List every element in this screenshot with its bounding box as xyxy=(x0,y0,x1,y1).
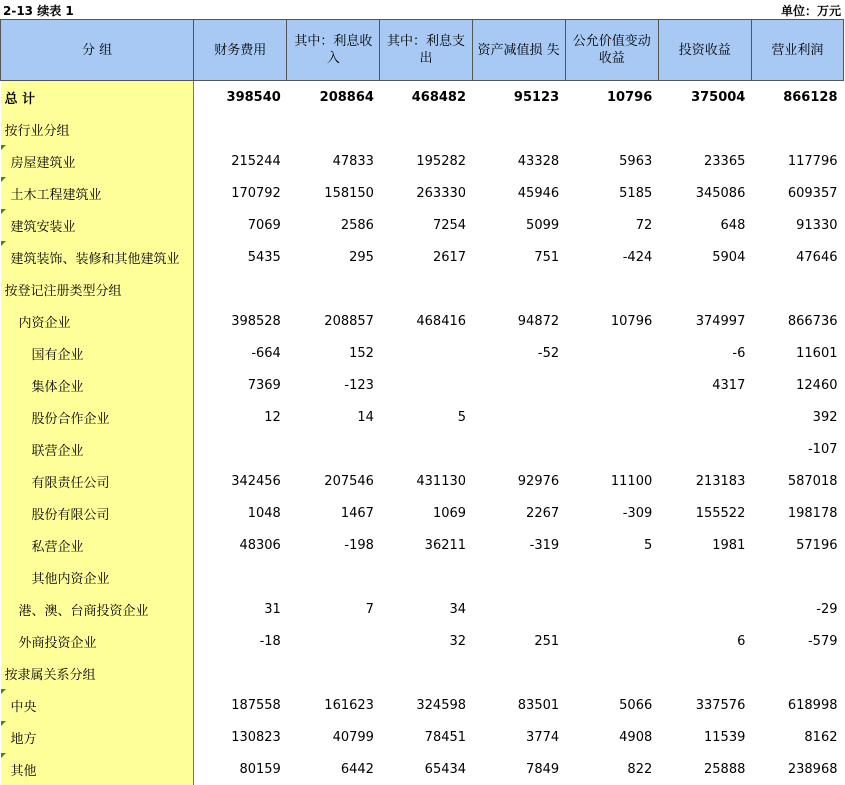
row-category-cell xyxy=(1,753,194,785)
value-cell: 47833 xyxy=(332,153,374,169)
column-header-impairment-loss: 资产减值损 失 xyxy=(472,20,565,81)
value-cell xyxy=(658,561,751,593)
row-label: 地方 xyxy=(10,731,37,747)
row-category-cell xyxy=(1,145,194,177)
row-label: 土木工程建筑业 xyxy=(10,187,102,203)
value-cell xyxy=(287,625,380,657)
row-label: 联营企业 xyxy=(31,443,84,459)
value-cell xyxy=(194,113,287,145)
value-cell xyxy=(287,273,380,305)
value-cell: 208864 xyxy=(319,89,374,105)
row-category-cell xyxy=(1,657,194,689)
value-cell: -319 xyxy=(529,537,560,553)
table-row xyxy=(1,721,844,753)
table-title: 2-13 续表 1 xyxy=(3,4,74,18)
value-cell: 32 xyxy=(449,633,467,649)
row-label: 其他内资企业 xyxy=(31,571,110,587)
row-label: 建筑安装业 xyxy=(10,219,76,235)
value-cell: 609357 xyxy=(787,185,838,201)
value-cell: -29 xyxy=(816,601,838,617)
value-cell: -6 xyxy=(732,345,746,361)
value-cell: 215244 xyxy=(231,153,281,169)
row-category-cell xyxy=(1,337,194,369)
column-header-finance-cost: 财务费用 xyxy=(194,20,287,81)
row-label: 集体企业 xyxy=(31,379,84,395)
row-category-cell xyxy=(1,273,194,305)
value-cell xyxy=(380,369,472,401)
value-cell: 94872 xyxy=(517,313,560,329)
value-cell xyxy=(658,657,751,689)
table-title-bar xyxy=(0,0,845,19)
value-cell: 83501 xyxy=(517,697,560,713)
value-cell: 40799 xyxy=(332,729,374,745)
row-label: 有限责任公司 xyxy=(31,475,110,491)
value-cell: -107 xyxy=(807,441,838,457)
column-header-fair-value-change: 公允价值变动收益 xyxy=(565,20,658,81)
table-row xyxy=(1,369,844,401)
value-cell: 45946 xyxy=(517,185,560,201)
table-row xyxy=(1,657,844,689)
row-category-cell xyxy=(1,721,194,753)
value-cell: 587018 xyxy=(787,473,838,489)
value-cell xyxy=(565,561,658,593)
value-cell: 5904 xyxy=(712,249,746,265)
cell-marker-icon xyxy=(1,209,6,214)
value-cell xyxy=(565,625,658,657)
value-cell xyxy=(380,657,472,689)
table-row xyxy=(1,497,844,529)
value-cell: 23365 xyxy=(704,153,746,169)
unit-label: 单位：万元 xyxy=(780,4,841,18)
value-cell xyxy=(287,113,380,145)
value-cell xyxy=(751,657,843,689)
table-row xyxy=(1,465,844,497)
row-category-cell xyxy=(1,369,194,401)
value-cell xyxy=(658,433,751,465)
table-row xyxy=(1,145,844,177)
value-cell: 12460 xyxy=(796,377,838,393)
value-cell: 95123 xyxy=(513,89,560,105)
value-cell: 2586 xyxy=(340,217,374,233)
column-header-investment-income: 投资收益 xyxy=(658,20,751,81)
value-cell: 11100 xyxy=(610,473,653,489)
table-row xyxy=(1,305,844,337)
data-table xyxy=(0,19,844,785)
value-cell xyxy=(565,369,658,401)
value-cell: 57196 xyxy=(796,537,838,553)
value-cell: 431130 xyxy=(416,473,467,489)
row-category-cell xyxy=(1,81,194,114)
value-cell xyxy=(380,273,472,305)
value-cell: -123 xyxy=(344,377,374,393)
value-cell: 208857 xyxy=(324,313,374,329)
value-cell: 152 xyxy=(349,345,374,361)
cell-marker-icon xyxy=(1,753,6,758)
value-cell: 65434 xyxy=(424,761,467,777)
row-category-cell xyxy=(1,465,194,497)
value-cell: 342456 xyxy=(231,473,281,489)
row-category-cell xyxy=(1,689,194,721)
row-category-cell xyxy=(1,593,194,625)
row-label: 股份有限公司 xyxy=(31,507,110,523)
value-cell: 751 xyxy=(534,249,560,265)
value-cell: 47646 xyxy=(796,249,838,265)
value-cell: 468482 xyxy=(411,89,467,105)
value-cell: -424 xyxy=(622,249,653,265)
table-row xyxy=(1,273,844,305)
value-cell: 1048 xyxy=(247,505,281,521)
value-cell: -579 xyxy=(807,633,838,649)
value-cell xyxy=(472,273,565,305)
table-row xyxy=(1,753,844,785)
value-cell: 4908 xyxy=(619,729,653,745)
value-cell xyxy=(658,113,751,145)
value-cell: 468416 xyxy=(416,313,467,329)
value-cell: 72 xyxy=(635,217,653,233)
table-row xyxy=(1,433,844,465)
row-category-cell xyxy=(1,305,194,337)
row-category-cell xyxy=(1,209,194,241)
value-cell: 34 xyxy=(449,601,467,617)
value-cell xyxy=(194,561,287,593)
value-cell: 866128 xyxy=(783,89,838,105)
row-label: 其他 xyxy=(10,763,37,779)
value-cell xyxy=(565,113,658,145)
table-row xyxy=(1,113,844,145)
value-cell: 155522 xyxy=(695,505,746,521)
row-label: 港、澳、台商投资企业 xyxy=(18,603,149,619)
value-cell: 25888 xyxy=(704,761,746,777)
table-row xyxy=(1,561,844,593)
row-label: 私营企业 xyxy=(31,539,84,555)
value-cell: 5 xyxy=(457,409,467,425)
value-cell: 198178 xyxy=(787,505,838,521)
value-cell: 5185 xyxy=(619,185,653,201)
value-cell xyxy=(751,113,843,145)
value-cell: 392 xyxy=(812,409,838,425)
value-cell xyxy=(565,433,658,465)
value-cell: 1981 xyxy=(712,537,746,553)
value-cell: 7 xyxy=(365,601,374,617)
value-cell: 263330 xyxy=(416,185,467,201)
value-cell xyxy=(287,433,380,465)
value-cell xyxy=(287,657,380,689)
value-cell xyxy=(565,337,658,369)
cell-marker-icon xyxy=(1,721,6,726)
value-cell: 7069 xyxy=(247,217,281,233)
table-row xyxy=(1,177,844,209)
table-body xyxy=(1,81,844,785)
value-cell xyxy=(565,401,658,433)
value-cell: 618998 xyxy=(787,697,838,713)
value-cell xyxy=(658,593,751,625)
value-cell xyxy=(472,593,565,625)
value-cell xyxy=(194,433,287,465)
value-cell: 11539 xyxy=(704,729,746,745)
row-category-cell xyxy=(1,625,194,657)
table-row xyxy=(1,401,844,433)
row-label: 按登记注册类型分组 xyxy=(4,283,122,299)
value-cell: 207546 xyxy=(324,473,374,489)
value-cell: 10796 xyxy=(610,313,653,329)
value-cell: 1069 xyxy=(432,505,467,521)
value-cell: 5435 xyxy=(247,249,281,265)
value-cell: 2617 xyxy=(432,249,467,265)
value-cell: 295 xyxy=(349,249,374,265)
value-cell xyxy=(472,113,565,145)
value-cell: 187558 xyxy=(231,697,281,713)
value-cell: 6 xyxy=(737,633,746,649)
row-category-cell xyxy=(1,497,194,529)
value-cell: 5 xyxy=(643,537,653,553)
value-cell: 36211 xyxy=(424,537,467,553)
value-cell: 80159 xyxy=(239,761,281,777)
column-header-interest-expense: 其中：利息支出 xyxy=(380,20,472,81)
value-cell: -309 xyxy=(622,505,653,521)
value-cell: 31 xyxy=(264,601,281,617)
column-header-group: 分 组 xyxy=(1,20,194,81)
row-label: 总 计 xyxy=(4,91,36,107)
value-cell xyxy=(565,593,658,625)
value-cell: -198 xyxy=(344,537,374,553)
column-header-operating-profit: 营业利润 xyxy=(751,20,843,81)
value-cell: 7254 xyxy=(432,217,467,233)
value-cell: 374997 xyxy=(695,313,746,329)
row-label: 按行业分组 xyxy=(4,123,70,139)
value-cell xyxy=(194,657,287,689)
value-cell: 8162 xyxy=(804,729,838,745)
value-cell: 251 xyxy=(534,633,560,649)
value-cell: -18 xyxy=(259,633,281,649)
value-cell: 11601 xyxy=(796,345,838,361)
row-category-cell xyxy=(1,177,194,209)
value-cell: 161623 xyxy=(324,697,374,713)
value-cell xyxy=(194,273,287,305)
value-cell: 822 xyxy=(627,761,653,777)
value-cell xyxy=(565,273,658,305)
value-cell xyxy=(472,433,565,465)
value-cell: 375004 xyxy=(691,89,746,105)
value-cell: 158150 xyxy=(324,185,374,201)
header-row xyxy=(1,20,844,81)
value-cell xyxy=(658,273,751,305)
row-label: 国有企业 xyxy=(31,347,84,363)
table-row xyxy=(1,81,844,114)
value-cell: 324598 xyxy=(416,697,467,713)
row-label: 建筑装饰、装修和其他建筑业 xyxy=(10,251,180,267)
value-cell xyxy=(472,561,565,593)
value-cell: 195282 xyxy=(416,153,467,169)
value-cell: 6442 xyxy=(340,761,374,777)
value-cell xyxy=(380,561,472,593)
value-cell xyxy=(472,657,565,689)
value-cell xyxy=(472,401,565,433)
value-cell xyxy=(751,561,843,593)
value-cell: 130823 xyxy=(231,729,281,745)
cell-marker-icon xyxy=(1,177,6,182)
value-cell: -664 xyxy=(251,345,281,361)
value-cell: -52 xyxy=(537,345,560,361)
value-cell: 866736 xyxy=(787,313,838,329)
value-cell: 337576 xyxy=(695,697,746,713)
table-row xyxy=(1,337,844,369)
table-row xyxy=(1,241,844,273)
value-cell xyxy=(565,657,658,689)
value-cell: 398540 xyxy=(226,89,281,105)
row-label: 内资企业 xyxy=(18,315,71,331)
value-cell: 213183 xyxy=(695,473,746,489)
table-row xyxy=(1,689,844,721)
table-row xyxy=(1,209,844,241)
value-cell: 345086 xyxy=(695,185,746,201)
row-label: 股份合作企业 xyxy=(31,411,110,427)
value-cell: 5099 xyxy=(526,217,560,233)
column-header-interest-income: 其中：利息收入 xyxy=(287,20,380,81)
value-cell: 7369 xyxy=(247,377,281,393)
value-cell: 648 xyxy=(720,217,746,233)
value-cell xyxy=(380,337,472,369)
table-row xyxy=(1,529,844,561)
value-cell: 4317 xyxy=(712,377,746,393)
value-cell: 5963 xyxy=(619,153,653,169)
row-label: 房屋建筑业 xyxy=(10,155,76,171)
value-cell xyxy=(472,369,565,401)
value-cell: 170792 xyxy=(231,185,281,201)
value-cell: 91330 xyxy=(796,217,838,233)
row-category-cell xyxy=(1,113,194,145)
cell-marker-icon xyxy=(1,145,6,150)
value-cell: 1467 xyxy=(340,505,374,521)
value-cell: 48306 xyxy=(239,537,281,553)
row-category-cell xyxy=(1,529,194,561)
value-cell: 10796 xyxy=(607,89,653,105)
value-cell: 12 xyxy=(264,409,281,425)
cell-marker-icon xyxy=(1,241,6,246)
row-category-cell xyxy=(1,561,194,593)
table-row xyxy=(1,593,844,625)
row-category-cell xyxy=(1,241,194,273)
value-cell: 398528 xyxy=(231,313,281,329)
row-label: 中央 xyxy=(10,699,37,715)
value-cell: 92976 xyxy=(517,473,560,489)
row-label: 外商投资企业 xyxy=(18,635,97,651)
value-cell: 14 xyxy=(357,409,374,425)
row-category-cell xyxy=(1,433,194,465)
row-category-cell xyxy=(1,401,194,433)
value-cell xyxy=(751,273,843,305)
value-cell xyxy=(380,113,472,145)
value-cell: 7849 xyxy=(526,761,560,777)
value-cell xyxy=(658,401,751,433)
value-cell xyxy=(380,433,472,465)
cell-marker-icon xyxy=(1,689,6,694)
value-cell xyxy=(287,561,380,593)
value-cell: 2267 xyxy=(526,505,560,521)
table-row xyxy=(1,625,844,657)
value-cell: 117796 xyxy=(787,153,838,169)
value-cell: 3774 xyxy=(526,729,560,745)
row-label: 按隶属关系分组 xyxy=(4,667,96,683)
value-cell: 78451 xyxy=(424,729,467,745)
value-cell: 238968 xyxy=(787,761,838,777)
value-cell: 43328 xyxy=(517,153,560,169)
value-cell: 5066 xyxy=(619,697,653,713)
